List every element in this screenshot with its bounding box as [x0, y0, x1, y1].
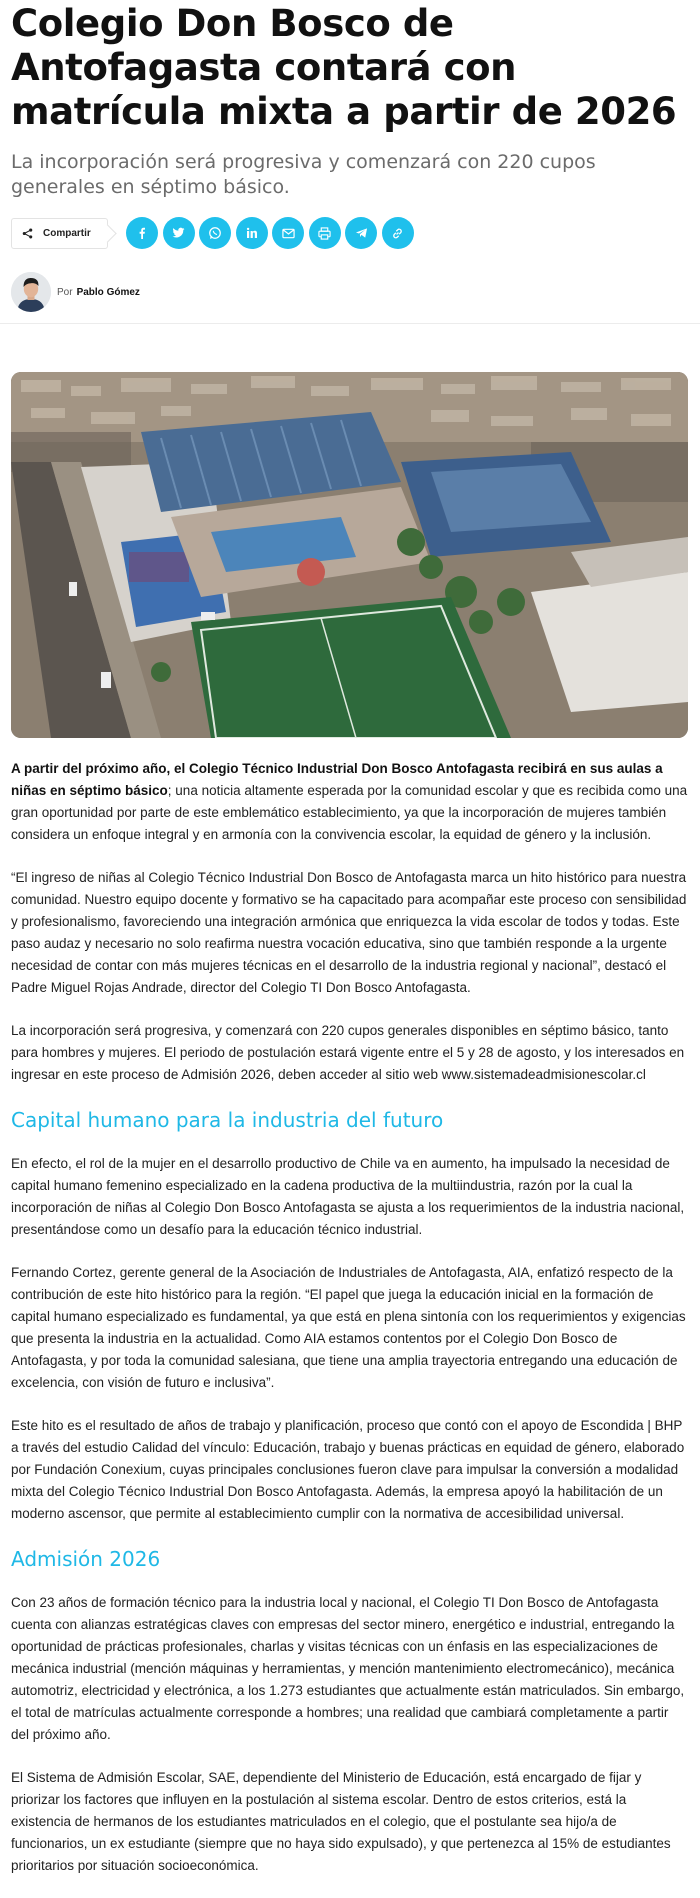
paragraph-3: La incorporación será progresiva, y comenzará con 220 cupos generales disponibles en séptimo básico, tanto para hombres y mujeres. El periodo de postulación estará vigente entre el 5 y 28 de agosto, y los interesados en ingresar en este proceso de Admisión 2026, deben acceder al sitio web www.sistemadeadmisionescolar.cl	[11, 1023, 685, 1082]
paragraph-7: Con 23 años de formación técnico para la industria local y nacional, el Colegio TI Don Bosco de Antofagasta cuenta con alianzas estratégicas claves con empresas del sector minero, energético e industrial, entregando la oportunidad de prácticas profesionales, charlas y visitas técnicas con un énfasis en las especializaciones de mecánica industrial (mención máquinas y herramientas, y mención mantenimiento electromecánico), mecánica automotriz, electricidad y electrónica, a los 1.273 estudiantes que actualmente están matriculados. Sin embargo, el total de matrículas actualmente corresponde a hombres; una realidad que cambiará completamente a partir del próximo año.	[11, 1595, 685, 1742]
share-button[interactable]	[11, 218, 108, 249]
whatsapp-icon[interactable]	[199, 217, 231, 249]
paragraph-8: El Sistema de Admisión Escolar, SAE, dependiente del Ministerio de Educación, está encargado de fijar y priorizar los factores que influyen en la postulación al sistema escolar. Dentro de estos criterios, está la existencia de hermanos de los estudiantes matriculados en el colegio, que el postulante sea hijo/a de funcionarios, un ex estudiante (siempre que no haya sido expulsado), y que pertenezca al 15% de estudiantes prioritarios por situación socioeconómica.	[11, 1770, 671, 1873]
paragraph-1-text: ; una noticia altamente esperada por la comunidad escolar y que es recibida como una gran oportunidad por parte de este emblemático establecimiento, ya que la incorporación de mujeres también considera un enfoque integral y en armonía con la convivencia escolar, la equidad de género y la inclusión.	[11, 783, 688, 842]
social-buttons	[126, 217, 418, 249]
facebook-icon[interactable]	[126, 217, 158, 249]
section-heading-admision: Admisión 2026	[11, 1547, 161, 1571]
paragraph-4: En efecto, el rol de la mujer en el desarrollo productivo de Chile va en aumento, ha impulsado la necesidad de capital humano femenino especializado en la cadena productiva de la multiindustria, razón por la cual la incorporación de niñas al Colegio Don Bosco Antofagasta se ajusta a los requerimientos de la industria nacional, presentándose como un desafío para la educación técnico industrial.	[11, 1156, 685, 1237]
email-icon[interactable]	[272, 217, 304, 249]
link-icon[interactable]	[382, 217, 414, 249]
linkedin-icon[interactable]	[236, 217, 268, 249]
author-prefix: Por	[57, 286, 73, 298]
share-icon	[22, 228, 33, 239]
article-body	[11, 758, 689, 1877]
share-label: Compartir	[43, 227, 91, 239]
paragraph-1	[11, 758, 689, 846]
hero-image	[11, 372, 688, 738]
author-avatar[interactable]	[11, 272, 51, 312]
share-bar	[11, 216, 689, 250]
article-subtitle: La incorporación será progresiva y comenzará con 220 cupos generales en séptimo básico.	[11, 151, 596, 198]
twitter-icon[interactable]	[163, 217, 195, 249]
paragraph-6: Este hito es el resultado de años de trabajo y planificación, proceso que contó con el apoyo de Escondida | BHP a través del estudio Calidad del vínculo: Educación, trabajo y buenas prácticas en equidad de género, elaborado por Fundación Conexium, cuyas principales conclusiones fueron clave para impulsar la conversión a modalidad mixta del Colegio Técnico Industrial Don Bosco Antofagasta. Además, la empresa apoyó la habilitación de un moderno ascensor, que permite al establecimiento cumplir con la normativa de accesibilidad universal.	[11, 1418, 685, 1521]
aerial-school-photo	[11, 372, 688, 738]
paragraph-1-bold: A partir del próximo año, el Colegio Técnico Industrial Don Bosco Antofagasta recibirá en sus aulas a niñas en séptimo básico	[11, 761, 663, 798]
section-heading-capital-humano: Capital humano para la industria del futuro	[11, 1108, 444, 1132]
paragraph-2: “El ingreso de niñas al Colegio Técnico Industrial Don Bosco de Antofagasta marca un hito histórico para nuestra comunidad. Nuestro equipo docente y formativo se ha capacitado para acompañar este proceso con sensibilidad y profesionalismo, favoreciendo una integración armónica que enriquezca la vida escolar de todos y todas. Este paso audaz y necesario no solo reafirma nuestra vocación educativa, sino que también responde a la urgente necesidad de contar con más mujeres técnicas en el desarrollo de la industria regional y nacional”, destacó el Padre Miguel Rojas Andrade, director del Colegio TI Don Bosco Antofagasta.	[11, 870, 687, 995]
header-divider	[0, 323, 700, 324]
print-icon[interactable]	[309, 217, 341, 249]
paragraph-5: Fernando Cortez, gerente general de la Asociación de Industriales de Antofagasta, AIA, enfatizó respecto de la contribución de este hito histórico para la región. “El papel que juega la educación inicial en la formación de capital humano especializado es fundamental, ya que está en plena sintonía con los requerimientos y exigencias que presenta la industria en la actualidad. Como AIA estamos contentos por el Colegio Don Bosco de Antofagasta, y por toda la comunidad salesiana, que tiene una amplia trayectoria entregando una educación de excelencia, con visión de futuro e inclusiva”.	[11, 1265, 686, 1390]
author-byline	[11, 270, 689, 314]
article-title: Colegio Don Bosco de Antofagasta contará con matrícula mixta a partir de 2026	[11, 2, 677, 133]
author-name[interactable]: Pablo Gómez	[76, 286, 140, 298]
telegram-icon[interactable]	[345, 217, 377, 249]
